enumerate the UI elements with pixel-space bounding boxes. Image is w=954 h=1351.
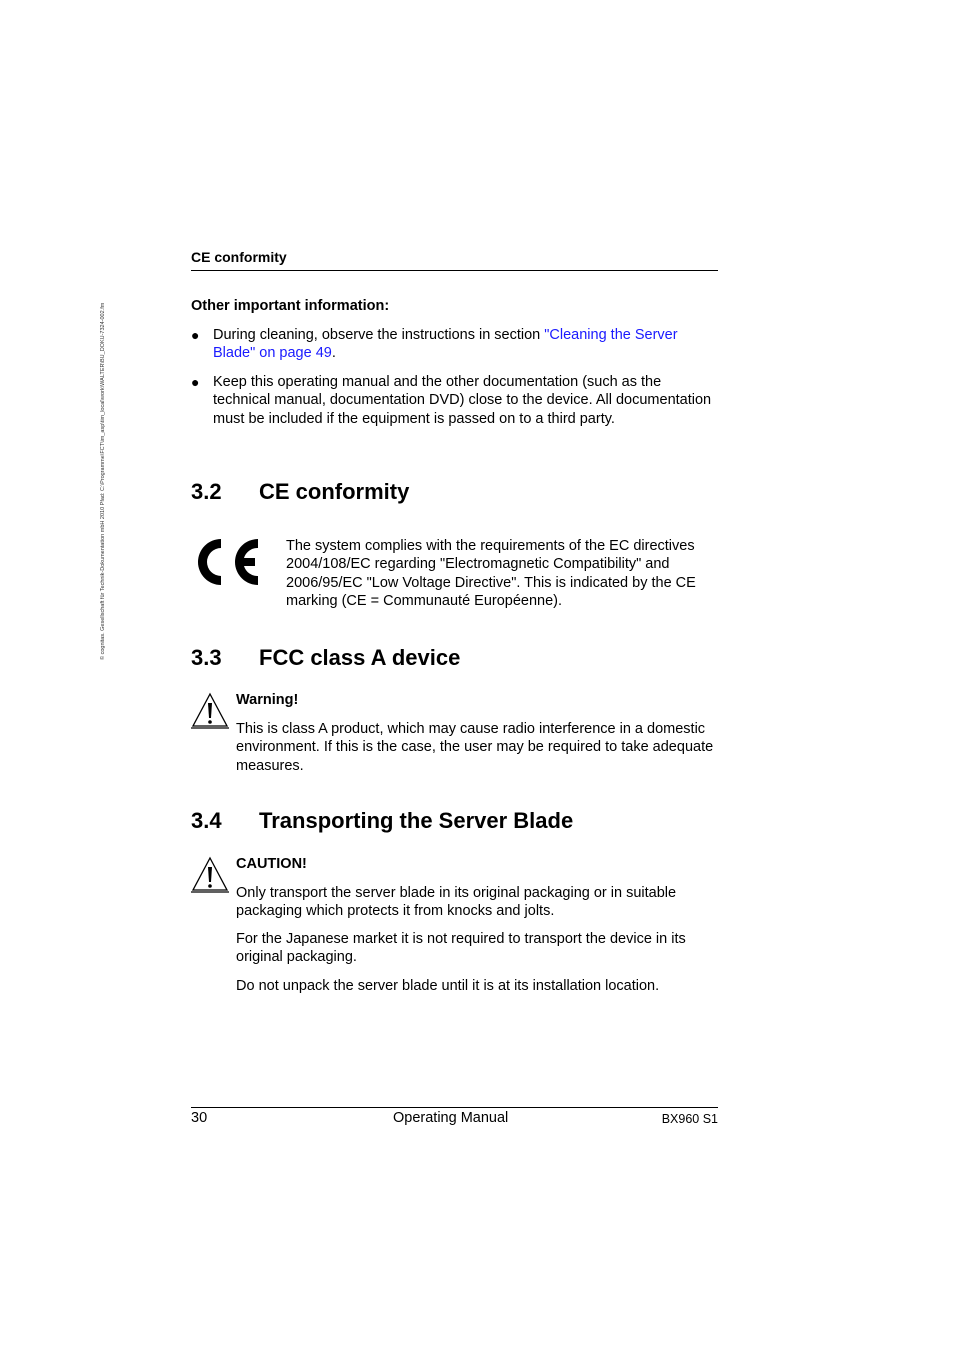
section-number: 3.3 [191,645,222,670]
side-note-text: © cognitas. Gesellschaft für Technik-Dokumentation mbH 2010 Pfad: C:\Programme\FCT\im_asp\tim_local\work\WALTER\BU_DOKU-7324-002.fm [100,302,106,660]
section-number: 3.4 [191,808,222,833]
bullet-dot: ● [191,327,200,343]
side-note [100,240,112,660]
footer-model: BX960 S1 [661,1112,718,1126]
section-title: CE conformity [259,479,410,504]
bullet1-pre: During cleaning, observe the instructions in section [213,327,545,343]
section-number: 3.2 [191,479,222,504]
warning-label: Warning! [236,692,299,708]
section-heading-transport [191,808,573,834]
ce-text: The system complies with the requirements of the EC directives 2004/108/EC regarding "Electromagnetic Compatibility" and 2006/95/EC "Low Voltage Directive". This is indicated by the CE marking (CE = Communauté Européenne). [286,538,696,610]
footer-manual: Operating Manual [393,1110,509,1126]
list-item-text [213,326,718,363]
section-heading-fcc [191,645,460,671]
caution-label: CAUTION! [236,856,307,872]
transport-para-3: Do not unpack the server blade until it is at its installation location. [236,978,660,994]
running-head: CE conformity [191,249,287,265]
footer-rule [191,1107,718,1108]
header-rule [191,270,718,271]
transport-para-1: Only transport the server blade in its original packaging or in suitable packaging which protects it from knocks and jolts. [236,885,677,920]
transport-para-2: For the Japanese market it is not required to transport the device in its original packaging. [236,931,686,966]
section-title: Transporting the Server Blade [259,808,574,833]
list-item-text: Keep this operating manual and the other documentation (such as the technical manual, documentation DVD) close to the device. All documentation must be included if the equipment is passed on to a third party. [213,374,712,427]
warning-triangle-icon [191,856,229,894]
list-item [191,373,718,428]
section-title: FCC class A device [259,645,461,670]
warning-text: This is class A product, which may cause radio interference in a domestic environment. If this is the case, the user may be required to take adequate measures. [236,721,714,774]
bullet-dot: ● [191,374,200,390]
section-heading-ce [191,479,409,505]
bullet1-post: . [331,345,336,362]
page-number: 30 [191,1110,208,1126]
cleaning-link[interactable]: "Cleaning the Server Blade" on page 49 [213,327,678,362]
list-item [191,326,718,363]
warning-triangle-icon [191,692,229,730]
ce-mark-icon [191,534,261,590]
other-info-heading: Other important information: [191,298,390,314]
